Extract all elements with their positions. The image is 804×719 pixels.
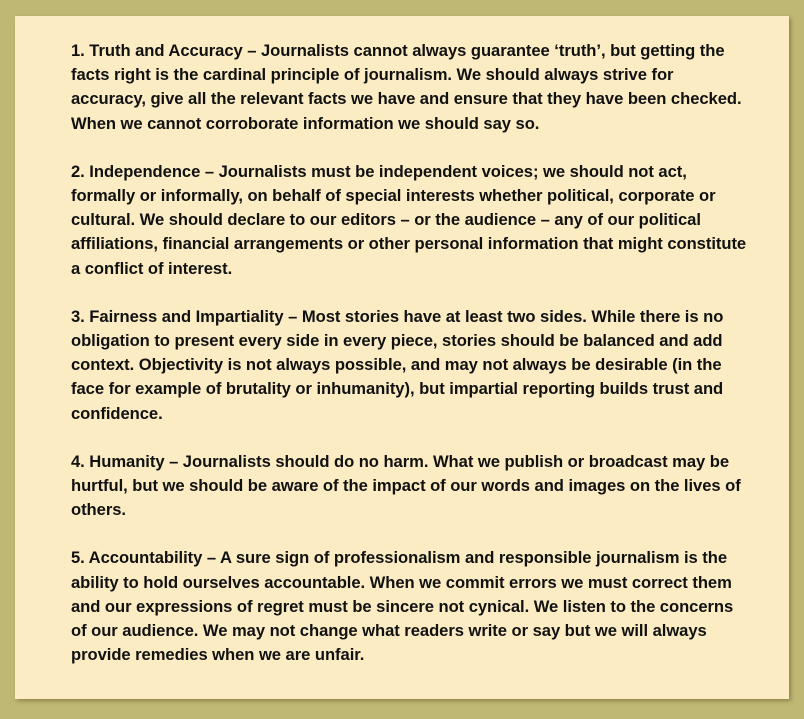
principles-list [71, 39, 751, 691]
principle-humanity: 4. Humanity – Journalists should do no harm. What we publish or broadcast may be hurtful, but we should be aware of the impact of our words and images on the lives of others. [71, 451, 741, 520]
principle-independence: 2. Independence – Journalists must be independent voices; we should not act, formally or informally, on behalf of special interests whether political, corporate or cultural. We should declare to our editors – or the audience – any of our political affiliations, financial arrangements or other personal information that might constitute a conflict of interest. [71, 161, 747, 278]
principle-accountability: 5. Accountability – A sure sign of professionalism and responsible journalism is the ability to hold ourselves accountable. When we commit errors we must correct them and our expressions of regret must be sincere not cynical. We listen to the concerns of our audience. We may not change what readers write or say but we will always provide remedies when we are unfair. [71, 548, 734, 665]
principle-truth-accuracy: 1. Truth and Accuracy – Journalists cannot always guarantee ‘truth’, but getting the facts right is the cardinal principle of journalism. We should always strive for accuracy, give all the relevant facts we have and ensure that they have been checked. When we cannot corroborate information we should say so. [71, 41, 742, 133]
text-panel [15, 16, 789, 699]
principle-fairness-impartiality: 3. Fairness and Impartiality – Most stories have at least two sides. While there is no obligation to present every side in every piece, stories should be balanced and add context. Objectivity is not always possible, and may not always be desirable (in the face for example of brutality or inhumanity), but impartial reporting builds trust and confidence. [71, 306, 724, 423]
